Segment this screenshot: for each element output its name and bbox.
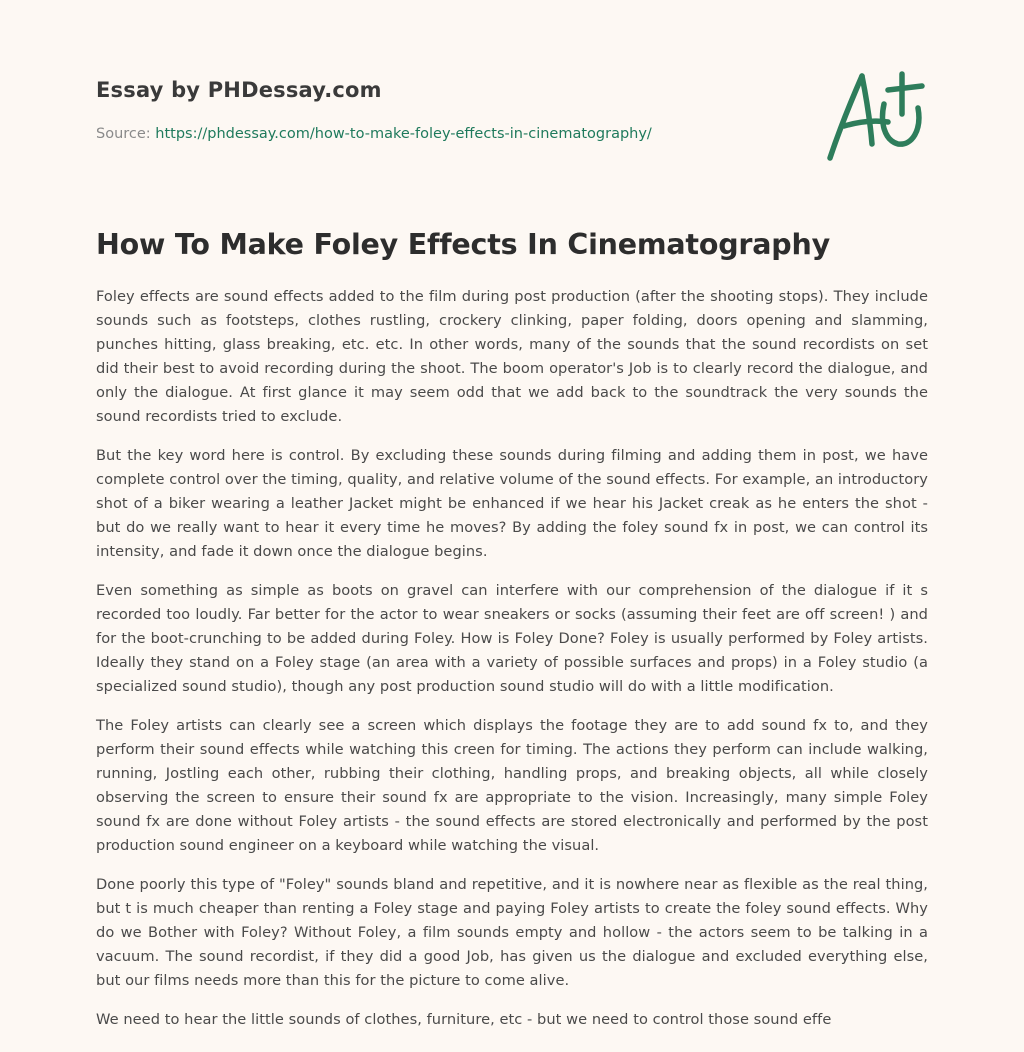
a-plus-logo-icon <box>818 64 938 168</box>
paragraph: Done poorly this type of "Foley" sounds bland and repetitive, and it is nowhere near as flexible as the real thing, but t is much cheaper than renting a Foley stage and paying Foley artists to create the foley sound effects. Why do we Bother with Foley? Without Foley, a film sounds empty and hollow - the actors seem to be talking in a vacuum. The sound recordist, if they did a good Job, has given us the dialogue and excluded everything else, but our films needs more than this for the picture to come alive. <box>96 876 928 989</box>
essay-title: How To Make Foley Effects In Cinematography <box>96 228 830 261</box>
essay-header <box>96 76 796 144</box>
essay-body <box>96 285 928 1047</box>
source-link[interactable]: https://phdessay.com/how-to-make-foley-effects-in-cinematography/ <box>155 126 652 142</box>
paragraph: The Foley artists can clearly see a screen which displays the footage they are to add sound fx to, and they perform their sound effects while watching this creen for timing. The actions they perform can include walking, running, Jostling each other, rubbing their clothing, handling props, and breaking objects, all while closely observing the screen to ensure their sound fx are appropriate to the vision. Increasingly, many simple Foley sound fx are done without Foley artists - the sound effects are stored electronically and performed by the post production sound engineer on a keyboard while watching the visual. <box>96 717 928 854</box>
paragraph: But the key word here is control. By excluding these sounds during filming and adding them in post, we have complete control over the timing, quality, and relative volume of the sound effects. For example, an introductory shot of a biker wearing a leather Jacket might be enhanced if we hear his Jacket creak as he enters the shot - but do we really want to hear it every time he moves? By adding the foley sound fx in post, we can control its intensity, and fade it down once the dialogue begins. <box>96 447 928 560</box>
source-label: Source: <box>96 126 156 142</box>
paragraph: We need to hear the little sounds of clothes, furniture, etc - but we need to control those sound effe <box>96 1011 832 1028</box>
paragraph: Even something as simple as boots on gravel can interfere with our comprehension of the dialogue if it s recorded too loudly. Far better for the actor to wear sneakers or socks (assuming their feet are off screen! ) and for the boot-crunching to be added during Foley. How is Foley Done? Foley is usually performed by Foley artists. Ideally they stand on a Foley stage (an area with a variety of possible surfaces and props) in a Foley studio (a specialized sound studio), though any post production sound studio will do with a little modification. <box>96 582 928 695</box>
brand-title: Essay by PHDessay.com <box>96 78 382 102</box>
paragraph: Foley effects are sound effects added to the film during post production (after the shooting stops). They include sounds such as footsteps, clothes rustling, crockery clinking, paper folding, doors opening and slamming, punches hitting, glass breaking, etc. etc. In other words, many of the sounds that the sound recordists on set did their best to avoid recording during the shoot. The boom operator's Job is to clearly record the dialogue, and only the dialogue. At first glance it may seem odd that we add back to the soundtrack the very sounds the sound recordists tried to exclude. <box>96 288 928 425</box>
source-line <box>96 124 796 144</box>
